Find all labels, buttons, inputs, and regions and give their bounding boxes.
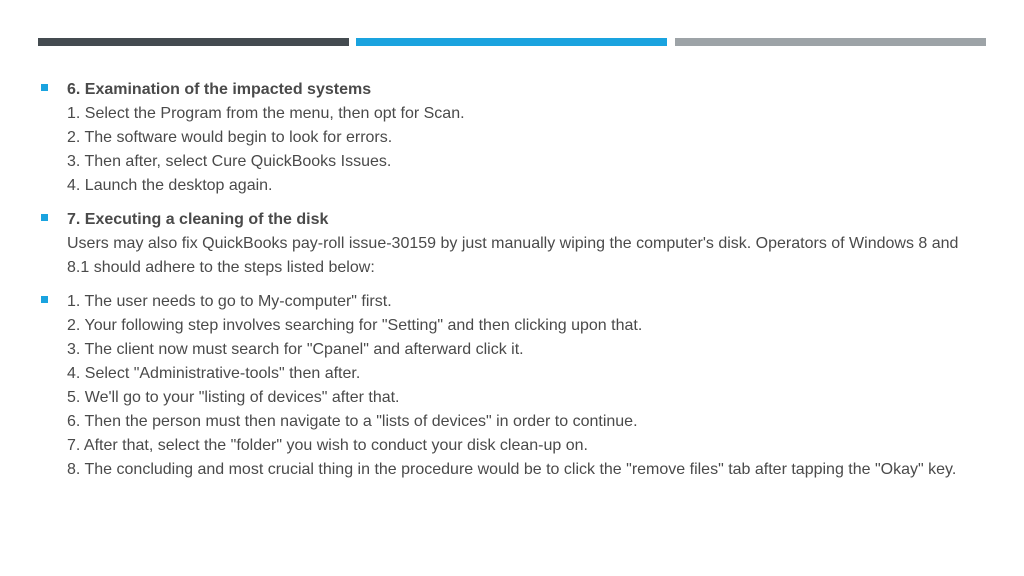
step-line: 3. The client now must search for "Cpanel" and afterward click it. [67, 341, 524, 358]
step-line: 1. The user needs to go to My-computer" first. [67, 293, 392, 310]
header-decorative-bars [38, 38, 986, 46]
section-heading: 6. Examination of the impacted systems [67, 81, 372, 98]
slide-content [41, 78, 971, 492]
step-line: 4. Launch the desktop again. [67, 177, 273, 194]
square-bullet-icon [41, 296, 48, 303]
step-line: 3. Then after, select Cure QuickBooks Issues. [67, 153, 392, 170]
step-line: 4. Select "Administrative-tools" then after. [67, 365, 361, 382]
square-bullet-icon [41, 214, 48, 221]
step-line: 7. After that, select the "folder" you wish to conduct your disk clean-up on. [67, 437, 588, 454]
decorative-bar-gray [675, 38, 986, 46]
step-line: 8. The concluding and most crucial thing in the procedure would be to click the "remove files" tab after tapping the "Okay" key. [67, 461, 957, 478]
bullet-item-disk-cleaning [41, 208, 971, 280]
decorative-bar-dark [38, 38, 349, 46]
step-line: 1. Select the Program from the menu, then opt for Scan. [67, 105, 465, 122]
step-line: 2. Your following step involves searching for "Setting" and then clicking upon that. [67, 317, 643, 334]
section-heading: 7. Executing a cleaning of the disk [67, 211, 329, 228]
bullet-item-steps [41, 290, 971, 482]
decorative-bar-blue [356, 38, 667, 46]
bullet-item-examination [41, 78, 971, 198]
step-line: 5. We'll go to your "listing of devices" after that. [67, 389, 400, 406]
step-line: 6. Then the person must then navigate to a "lists of devices" in order to continue. [67, 413, 638, 430]
step-line: 2. The software would begin to look for errors. [67, 129, 393, 146]
square-bullet-icon [41, 84, 48, 91]
paragraph-line: Users may also fix QuickBooks pay-roll issue-30159 by just manually wiping the computer's disk. Operators of Windows 8 and 8.1 should adhere to the steps listed below: [67, 235, 959, 276]
